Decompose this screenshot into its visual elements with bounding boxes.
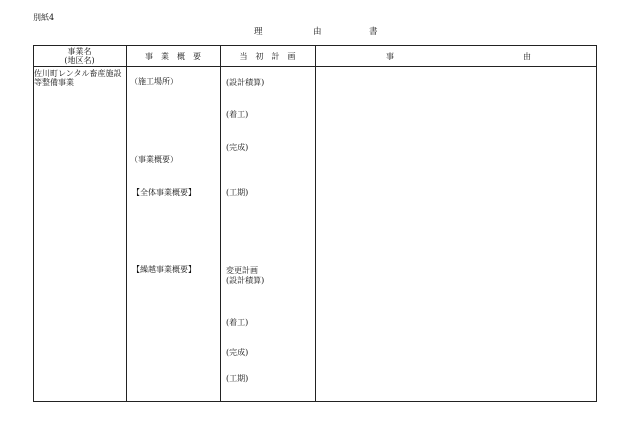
column-divider-2: [220, 45, 221, 402]
overview-total-summary: 【全体事業概要】: [132, 188, 196, 197]
column-divider-3: [315, 45, 316, 402]
project-name: 佐川町レンタル畜産施設 等整備事業: [34, 69, 122, 88]
changed-plan-complete: (完成): [226, 348, 249, 357]
title-char-2: 由: [313, 27, 322, 37]
changed-plan-start: (着工): [226, 318, 249, 327]
changed-plan-period: (工期): [226, 374, 249, 383]
title-char-3: 書: [369, 27, 378, 37]
header-project-name: 事業名 (地区名): [64, 47, 95, 66]
column-divider-1: [126, 45, 127, 402]
header-reason-left: 事: [386, 52, 394, 61]
changed-plan-estimate: (設計積算): [226, 276, 265, 285]
changed-plan-heading: 変更計画: [226, 266, 258, 275]
plan-start: (着工): [226, 110, 249, 119]
overview-summary: （事業概要）: [130, 155, 178, 164]
overview-site: （施工場所）: [130, 77, 178, 86]
plan-period: (工期): [226, 188, 249, 197]
plan-estimate: (設計積算): [226, 78, 265, 87]
overview-carryover-summary: 【繰越事業概要】: [132, 265, 196, 274]
header-overview: 事 業 概 要: [145, 52, 201, 61]
form-label: 別紙4: [33, 13, 55, 22]
title-char-1: 理: [254, 27, 263, 37]
plan-complete: (完成): [226, 143, 249, 152]
header-initial-plan: 当 初 計 画: [239, 52, 296, 61]
header-reason-right: 由: [523, 52, 531, 61]
